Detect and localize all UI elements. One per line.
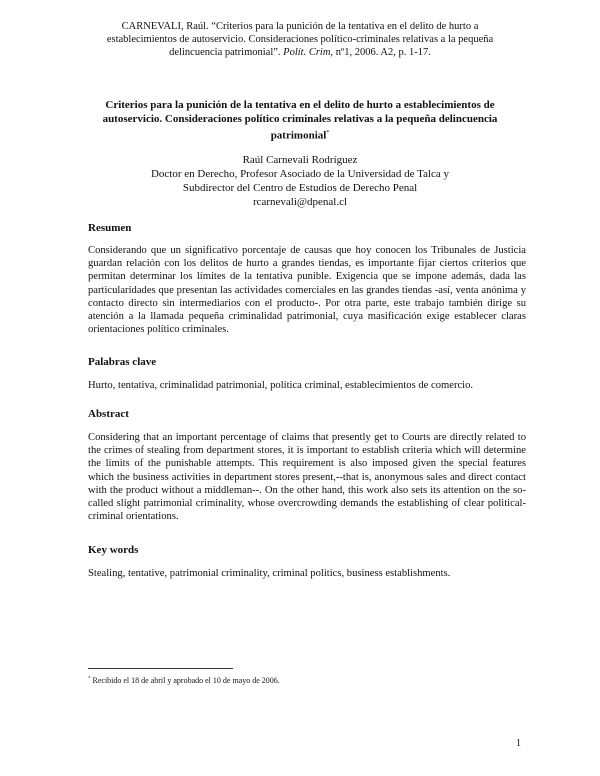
citation-line-3-tail: nº1, 2006. A2, p. 1-17. xyxy=(335,47,431,58)
paper-title xyxy=(88,98,512,143)
page-number: 1 xyxy=(516,738,521,749)
citation-line-3-main: delincuencia patrimonial”. xyxy=(169,47,281,58)
citation-line-1: CARNEVALI, Raúl. “Criterios para la punición de la tentativa en el delito de hurto a xyxy=(121,21,479,32)
author-name: Raúl Carnevali Rodríguez xyxy=(242,154,358,166)
author-affiliation-2: Subdirector del Centro de Estudios de Derecho Penal xyxy=(182,182,418,194)
palabras-section xyxy=(88,356,526,392)
keywords-heading: Key words xyxy=(88,544,139,556)
citation-header xyxy=(80,20,520,59)
title-footnote-marker[interactable]: * xyxy=(326,130,330,136)
citation-line-3 xyxy=(80,46,520,59)
author-affiliation-1: Doctor en Derecho, Profesor Asociado de la Universidad de Talca y xyxy=(150,168,450,180)
abstract-section xyxy=(88,408,526,523)
footnote-text: Recibido el 18 de abril y aprobado el 10 de mayo de 2006. xyxy=(92,676,280,685)
resumen-heading: Resumen xyxy=(88,222,132,234)
paper-title-text: Criterios para la punición de la tentativa en el delito de hurto a establecimientos de autoservicio. Consideraciones político criminales relativas a la pequeña delincuencia patrimonial xyxy=(102,99,498,142)
journal-name: Polít. Crim, xyxy=(283,47,334,58)
abstract-body: Considering that an important percentage of claims that presently get to Courts are directly related to the crimes of stealing from department stores, it is important to establish criteria which will determine the limits of the punishable attempts. This requirement is also imposed given the special features which the business activities in department stores present,--that is, anonymous sales and direct contact with the product without a middleman--. On the other hand, this work also sets its attention on the so-called slight patrimonial criminality, whose overcrowding demands the establishing of clear political-criminal orientations. xyxy=(88,432,526,523)
keywords-body: Stealing, tentative, patrimonial criminality, criminal politics, business establishments. xyxy=(88,568,451,579)
author-block xyxy=(100,153,500,209)
footnote xyxy=(88,676,280,685)
keywords-section xyxy=(88,544,526,580)
resumen-section xyxy=(88,222,526,336)
author-email[interactable]: rcarnevali@dpenal.cl xyxy=(252,196,348,208)
citation-line-2: establecimientos de autoservicio. Consideraciones político-criminales relativas a la pequeña xyxy=(106,34,494,45)
abstract-heading: Abstract xyxy=(88,408,129,420)
footnote-marker: * xyxy=(88,676,91,682)
resumen-body: Considerando que un significativo porcentaje de causas que hoy conocen los Tribunales de Justicia guardan relación con los delitos de hurto a grandes tiendas, es importante fijar ciertos criterios que permitan determinar los límites de la tentativa punible. Exigencia que se impone además, dada las particularidades que presentan las actividades comerciales en las grandes tiendas -así, venta anónima y contacto directo sin intermediarios con el producto-. Por otra parte, este trabajo también dirige su atención a la llamada pequeña criminalidad patrimonial, cuya masificación exige establecer claras orientaciones político criminales. xyxy=(88,245,526,336)
palabras-heading: Palabras clave xyxy=(88,356,157,368)
palabras-body: Hurto, tentativa, criminalidad patrimonial, política criminal, establecimientos de comercio. xyxy=(88,380,474,391)
footnote-divider xyxy=(88,668,233,669)
